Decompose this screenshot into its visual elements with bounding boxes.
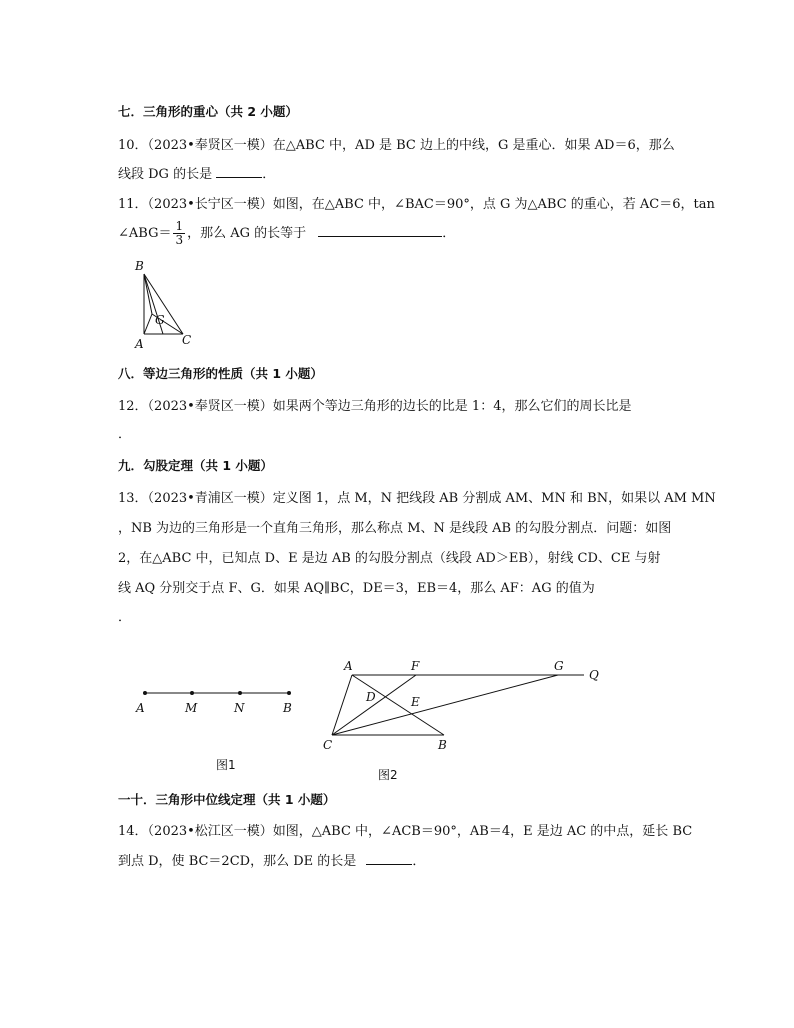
segment-ag — [144, 314, 152, 334]
figure-1-caption: 图1 — [216, 758, 236, 772]
figure-2-caption: 图2 — [378, 768, 398, 782]
section-7-heading: 七．三角形的重心（共 2 小题） — [118, 104, 298, 119]
question-12-line-1: 12．（2023•奉贤区一模）如果两个等边三角形的边长的比是 1：4，那么它们的周长比是 — [118, 399, 632, 414]
label-n: N — [234, 701, 245, 715]
section-9-heading: 九．勾股定理（共 1 小题） — [118, 458, 273, 473]
point-b — [287, 691, 291, 695]
side-ac — [332, 675, 352, 735]
question-14-period: ． — [412, 854, 426, 869]
figure-2-triangle — [316, 656, 616, 756]
question-10-line-2 — [118, 163, 275, 182]
question-11-line-2 — [118, 220, 455, 247]
label-d: D — [366, 690, 376, 704]
label-c: C — [323, 738, 333, 752]
label-q: Q — [589, 668, 599, 682]
label-a: A — [135, 337, 144, 351]
question-13-line-1: 13．（2023•青浦区一模）定义图 1，点 M，N 把线段 AB 分割成 AM、MN 和 BN，如果以 AM MN — [118, 491, 716, 506]
question-12-line-2: ． — [118, 427, 132, 442]
label-g: G — [554, 659, 564, 673]
question-11-line-2-mid: ，那么 AG 的长等于 — [187, 226, 307, 241]
fraction-numerator: 1 — [175, 219, 184, 233]
figure-1-segment — [130, 682, 305, 718]
answer-blank-10[interactable] — [216, 165, 262, 178]
question-14-line-2-text: 到点 D，使 BC＝2CD，那么 DE 的长是 — [118, 854, 357, 869]
ray-cf — [332, 675, 416, 735]
question-13-line-5: ． — [118, 610, 132, 625]
question-14-line-2 — [118, 850, 425, 869]
point-n — [238, 691, 242, 695]
fraction-one-third — [173, 220, 185, 247]
question-10-line-1: 10．（2023•奉贤区一模）在△ABC 中，AD 是 BC 边上的中线，G 是重心．如果 AD＝6，那么 — [118, 138, 675, 153]
question-10-line-2-text: 线段 DG 的长是 — [118, 167, 213, 182]
point-a — [143, 691, 147, 695]
question-10-period: ． — [262, 167, 276, 182]
fraction-denominator: 3 — [175, 233, 184, 247]
question-11-line-1: 11．（2023•长宁区一模）如图，在△ABC 中，∠BAC＝90°，点 G 为△ABC 的重心，若 AC＝6，tan — [118, 197, 715, 212]
label-b: B — [283, 701, 292, 715]
answer-blank-11[interactable] — [318, 224, 442, 237]
question-13-line-3: 2，在△ABC 中，已知点 D、E 是边 AB 的勾股分割点（线段 AD＞EB），射线 CD、CE 与射 — [118, 551, 661, 566]
figure-q11-triangle — [128, 256, 208, 352]
point-m — [190, 691, 194, 695]
answer-blank-14[interactable] — [366, 852, 412, 865]
label-f: F — [411, 659, 420, 673]
question-13-line-4: 线 AQ 分别交于点 F、G．如果 AQ∥BC，DE＝3，EB＝4，那么 AF：AG 的值为 — [118, 581, 595, 596]
label-e: E — [411, 695, 420, 709]
label-g: G — [155, 313, 165, 327]
question-14-line-1: 14．（2023•松江区一模）如图，△ABC 中，∠ACB＝90°，AB＝4，E 是边 AC 的中点，延长 BC — [118, 824, 693, 839]
section-10-heading: 一十．三角形中位线定理（共 1 小题） — [118, 792, 336, 807]
question-11-line-2-pre: ∠ABG＝ — [118, 226, 172, 241]
label-a: A — [344, 659, 353, 673]
section-8-heading: 八．等边三角形的性质（共 1 小题） — [118, 366, 323, 381]
question-11-period: ． — [442, 226, 456, 241]
label-b: B — [438, 738, 447, 752]
label-a: A — [136, 701, 145, 715]
label-m: M — [185, 701, 198, 715]
label-b: B — [135, 259, 144, 273]
label-c: C — [182, 333, 192, 347]
question-13-line-2: ，NB 为边的三角形是一个直角三角形，那么称点 M、N 是线段 AB 的勾股分割点．问题：如图 — [118, 521, 672, 536]
